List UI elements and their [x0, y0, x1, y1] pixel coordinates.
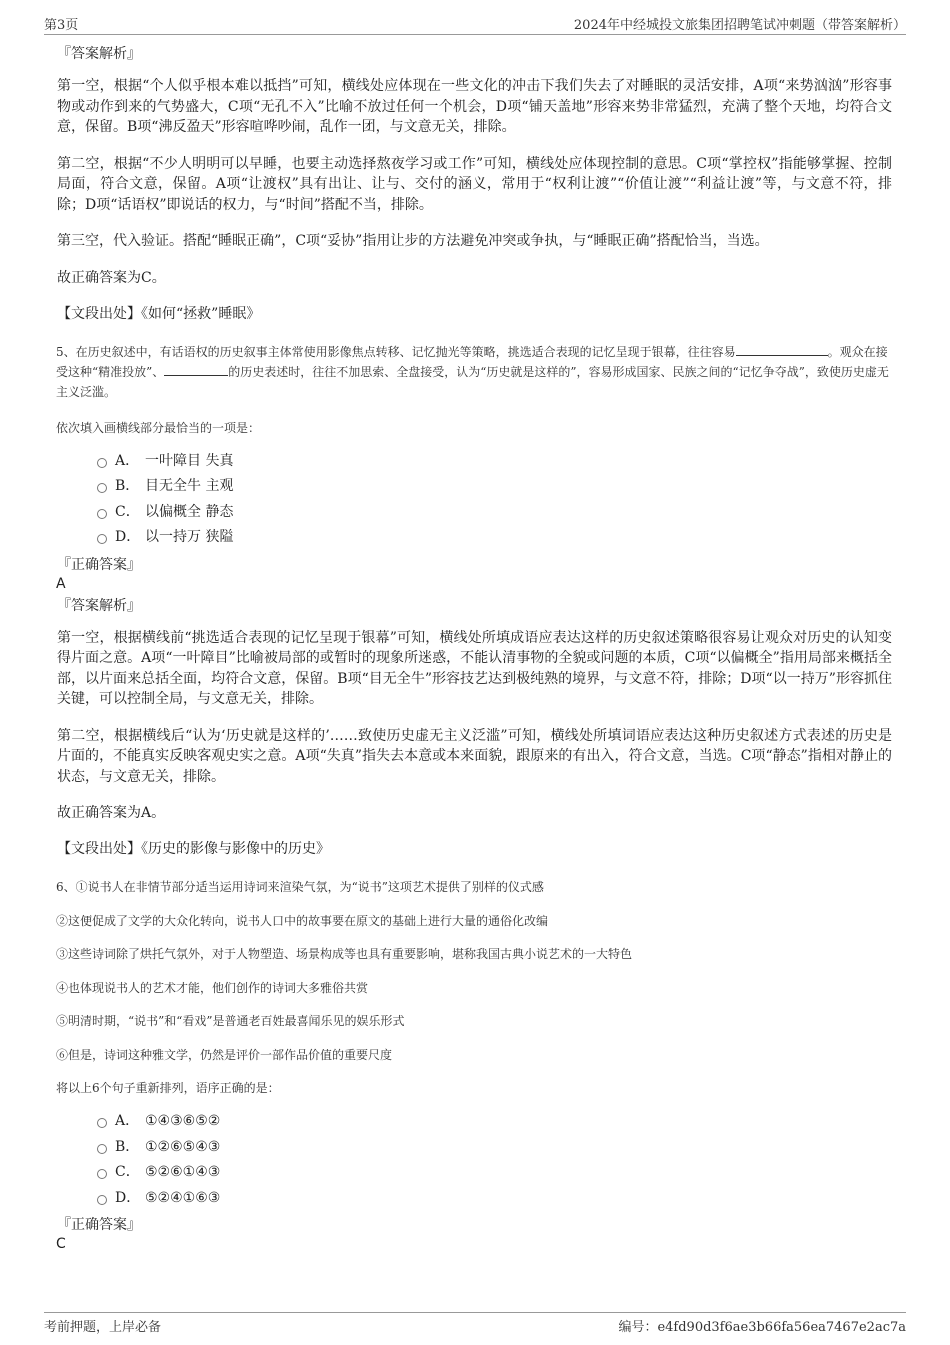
sentence-item: ⑥但是，诗词这种雅文学，仍然是评价一部作品价值的重要尺度 — [56, 1047, 393, 1062]
footer-slogan: 考前押题，上岸必备 — [44, 1320, 162, 1335]
final-answer: 故正确答案为A。 — [57, 805, 166, 821]
question-prompt: 依次填入画横线部分最恰当的一项是： — [56, 420, 261, 435]
option-list — [97, 450, 892, 552]
question-text — [56, 342, 892, 402]
option-b[interactable] — [97, 1136, 892, 1162]
analysis-paragraph: 第二空，根据“不少人明明可以早睡，也要主动选择熬夜学习或工作”可知，横线处应体现控制的意思。C项“掌控权”指能够掌握、控制局面，符合文意，保留。A项“让渡权”具有出让、让与、交付的涵义，常用于“权利让渡”“价值让渡”“利益让渡”等，与文意不符，排除；D项“话语权”即说话的权力，与“时间”搭配不当，排除。 — [57, 155, 892, 213]
option-letter: D． — [115, 1189, 141, 1206]
final-answer: 故正确答案为C。 — [57, 269, 166, 286]
option-letter: D． — [115, 529, 141, 545]
text-source: 【文段出处】《如何“拯救”睡眠》 — [57, 305, 261, 322]
radio-icon[interactable] — [97, 534, 107, 544]
radio-icon[interactable] — [97, 483, 107, 493]
option-letter: A． — [115, 1113, 140, 1129]
option-letter: C． — [115, 503, 140, 520]
sentence-item: ⑤明清时期，“说书”和“看戏”是普通老百姓最喜闻乐见的娱乐形式 — [56, 1014, 405, 1028]
radio-icon[interactable] — [97, 1118, 107, 1128]
correct-answer-value: A — [56, 575, 66, 592]
analysis-paragraph: 第二空，根据横线后“认为‘历史就是这样的’……致使历史虚无主义泛滥”可知，横线处所填词语应表达这种历史叙述方式表述的历史是片面的，不能真实反映客观史实之意。A项“失真”指失去本意或本来面貌，跟原来的有出入，符合文意，当选。C项“静态”指相对静止的状态，与文意无关，排除。 — [57, 727, 892, 785]
radio-icon[interactable] — [97, 1144, 107, 1154]
sentence-item: ④也体现说书人的艺术才能，他们创作的诗词大多雅俗共赏 — [56, 980, 369, 995]
analysis-paragraph: 第一空，根据“个人似乎根本难以抵挡”可知，横线处应体现在一些文化的冲击下我们失去了对睡眠的灵活安排，A项“来势汹汹”形容事物或动作到来的气势盛大，C项“无孔不入”比喻不放过任何一个机会，D项“铺天盖地”形容来势非常猛烈，充满了整个天地，均符合文意，保留。B项“沸反盈天”形容喧哗吵闹，乱作一团，与文意无关，排除。 — [57, 78, 892, 135]
question-text-part: 5、在历史叙述中，有话语权的历史叙事主体常使用影像焦点转移、记忆抛光等策略，挑选适合表现的记忆呈现于银幕，往往容易 — [56, 344, 736, 359]
option-a[interactable] — [97, 450, 892, 476]
page-header — [44, 12, 906, 35]
option-text: 以偏概全 静态 — [145, 503, 234, 520]
option-letter: A． — [115, 452, 140, 469]
option-b[interactable] — [97, 475, 892, 501]
document-title: 2024年中经城投文旅集团招聘笔试冲刺题（带答案解析） — [573, 18, 906, 33]
correct-answer-label: 『正确答案』 — [57, 556, 141, 573]
page-footer — [44, 1312, 906, 1337]
sentence-item: ③这些诗词除了烘托气氛外，对于人物塑造、场景构成等也具有重要影响，堪称我国古典小说艺术的一大特色 — [56, 947, 633, 961]
sentence-item: ②这便促成了文学的大众化转向，说书人口中的故事要在原文的基础上进行大量的通俗化改编 — [56, 913, 549, 928]
radio-icon[interactable] — [97, 509, 107, 519]
analysis-label: 『答案解析』 — [57, 46, 141, 62]
page-number: 第3页 — [44, 18, 79, 33]
option-text: ①②⑥⑤④③ — [145, 1138, 221, 1155]
q4-analysis — [57, 44, 892, 324]
option-letter: B． — [115, 1138, 140, 1155]
radio-icon[interactable] — [97, 458, 107, 468]
question-5 — [57, 342, 892, 860]
text-source: 【文段出处】《历史的影像与影像中的历史》 — [57, 841, 330, 857]
question-text-part: 的历史表述时，往往不加思索、全盘接受，认为“历史就是这样的”，容易形成国家、民族之间的“记忆争夺战”，致使历史虚无主义泛滥。 — [56, 364, 889, 399]
option-text: ⑤②⑥①④③ — [145, 1164, 221, 1180]
option-c[interactable] — [97, 1161, 892, 1187]
correct-answer-label: 『正确答案』 — [57, 1217, 141, 1233]
sentence-item: 6、①说书人在非情节部分适当运用诗词来渲染气氛，为“说书”这项艺术提供了别样的仪式感 — [56, 880, 544, 894]
question-text-part: 。观众在接受这种“精准投放”、 — [56, 344, 888, 379]
option-text: ⑤②④①⑥③ — [145, 1189, 221, 1206]
option-list — [97, 1110, 892, 1212]
fill-blank-1 — [736, 343, 828, 356]
radio-icon[interactable] — [97, 1169, 107, 1179]
analysis-paragraph: 第三空，代入验证。搭配“睡眠正确”，C项“妥协”指用让步的方法避免冲突或争执，与“睡眠正确”搭配恰当，当选。 — [57, 233, 769, 249]
analysis-paragraph: 第一空，根据横线前“挑选适合表现的记忆呈现于银幕”可知，横线处所填成语应表达这样的历史叙述策略很容易让观众对历史的认知变得片面之意。A项“一叶障目”比喻被局部的或暂时的现象所迷惑，不能认清事物的全貌或问题的本质，C项“以偏概全”指用局部来概括全部，以片面来总括全面，均符合文意，保留。B项“目无全牛”形容技艺达到极纯熟的境界，与文意不符，排除；D项“以一持万”形容抓住关键，可以控制全局，与文意无关，排除。 — [57, 629, 892, 707]
option-text: 一叶障目 失真 — [145, 452, 234, 469]
option-d[interactable] — [97, 1187, 892, 1213]
radio-icon[interactable] — [97, 1195, 107, 1205]
option-text: 目无全牛 主观 — [145, 478, 234, 494]
option-letter: B． — [115, 478, 140, 494]
fill-blank-2 — [164, 363, 228, 376]
question-6 — [57, 877, 892, 1254]
document-code: 编号：e4fd90d3f6ae3b66fa56ea7467e2ac7a — [618, 1320, 906, 1335]
option-letter: C． — [115, 1164, 140, 1180]
option-text: ①④③⑥⑤② — [145, 1113, 221, 1129]
option-a[interactable] — [97, 1110, 892, 1136]
option-text: 以一持万 狭隘 — [145, 529, 234, 545]
correct-answer-value: C — [56, 1236, 66, 1252]
question-prompt: 将以上6个句子重新排列，语序正确的是： — [56, 1081, 280, 1095]
option-d[interactable] — [97, 526, 892, 552]
analysis-label: 『答案解析』 — [57, 597, 141, 614]
page-content — [57, 44, 892, 1254]
option-c[interactable] — [97, 501, 892, 527]
